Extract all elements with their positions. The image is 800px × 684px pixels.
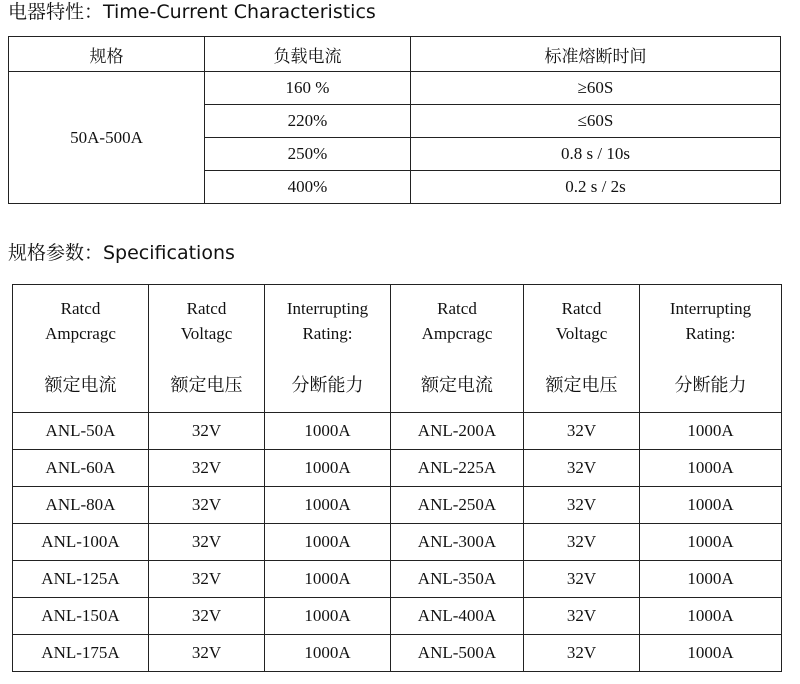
header-line: Rating:: [685, 323, 736, 343]
header-rated-voltage: [149, 285, 265, 357]
header-breaking-capacity-zh: 分断能力: [640, 356, 782, 413]
header-row-chinese: [13, 356, 782, 413]
rating-cell: 1000A: [265, 450, 391, 487]
header-line: Ratcd: [561, 298, 602, 318]
header-rated-current-zh: 额定电流: [391, 356, 524, 413]
load-current-cell: 400%: [205, 171, 411, 204]
load-current-cell: 250%: [205, 138, 411, 171]
rating-cell: 1000A: [640, 524, 782, 561]
fuse-time-cell: 0.2 s / 2s: [411, 171, 781, 204]
rating-cell: 1000A: [640, 598, 782, 635]
header-line: Rating:: [302, 323, 353, 343]
fuse-time-cell: ≤60S: [411, 105, 781, 138]
model-cell: ANL-100A: [13, 524, 149, 561]
header-row-english: [13, 285, 782, 357]
table-row: [13, 635, 782, 672]
voltage-cell: 32V: [149, 450, 265, 487]
rating-cell: 1000A: [265, 413, 391, 450]
voltage-cell: 32V: [149, 524, 265, 561]
rating-cell: 1000A: [265, 561, 391, 598]
rating-cell: 1000A: [265, 487, 391, 524]
voltage-cell: 32V: [524, 635, 640, 672]
voltage-cell: 32V: [149, 635, 265, 672]
header-line: Ampcragc: [45, 323, 116, 343]
voltage-cell: 32V: [524, 524, 640, 561]
model-cell: ANL-350A: [391, 561, 524, 598]
header-interrupting-rating: [640, 285, 782, 357]
header-rated-voltage-zh: 额定电压: [149, 356, 265, 413]
column-header-load-current: 负载电流: [205, 37, 411, 72]
model-cell: ANL-60A: [13, 450, 149, 487]
table-row: [13, 487, 782, 524]
voltage-cell: 32V: [524, 561, 640, 598]
model-cell: ANL-225A: [391, 450, 524, 487]
table-row: [13, 413, 782, 450]
header-interrupting-rating: [265, 285, 391, 357]
voltage-cell: 32V: [524, 413, 640, 450]
fuse-time-cell: ≥60S: [411, 72, 781, 105]
rating-cell: 1000A: [265, 598, 391, 635]
model-cell: ANL-200A: [391, 413, 524, 450]
header-rated-amperage: [13, 285, 149, 357]
column-header-spec: 规格: [9, 37, 205, 72]
header-line: Interrupting: [286, 298, 369, 318]
header-rated-amperage: [391, 285, 524, 357]
rating-cell: 1000A: [640, 413, 782, 450]
rating-cell: 1000A: [640, 635, 782, 672]
header-rated-voltage: [524, 285, 640, 357]
voltage-cell: 32V: [524, 487, 640, 524]
model-cell: ANL-80A: [13, 487, 149, 524]
header-line: Ratcd: [437, 298, 477, 318]
model-cell: ANL-300A: [391, 524, 524, 561]
model-cell: ANL-250A: [391, 487, 524, 524]
table-row: [13, 450, 782, 487]
fuse-time-cell: 0.8 s / 10s: [411, 138, 781, 171]
time-current-table: [8, 36, 781, 204]
model-cell: ANL-400A: [391, 598, 524, 635]
voltage-cell: 32V: [149, 598, 265, 635]
rating-cell: 1000A: [265, 524, 391, 561]
rating-cell: 1000A: [640, 450, 782, 487]
load-current-cell: 160 %: [205, 72, 411, 105]
voltage-cell: 32V: [149, 561, 265, 598]
column-header-fuse-time: 标准熔断时间: [411, 37, 781, 72]
header-breaking-capacity-zh: 分断能力: [265, 356, 391, 413]
header-line: Voltagc: [180, 323, 233, 343]
rating-cell: 1000A: [640, 561, 782, 598]
header-rated-current-zh: 额定电流: [13, 356, 149, 413]
load-current-cell: 220%: [205, 105, 411, 138]
model-cell: ANL-500A: [391, 635, 524, 672]
specifications-heading: 规格参数：Specifications: [8, 242, 235, 264]
table-header-row: [9, 37, 781, 72]
model-cell: ANL-150A: [13, 598, 149, 635]
table-row: [13, 598, 782, 635]
header-line: Ratcd: [60, 298, 101, 318]
model-cell: ANL-50A: [13, 413, 149, 450]
time-current-heading: 电器特性：Time-Current Characteristics: [8, 1, 376, 23]
table-row: [13, 524, 782, 561]
model-cell: ANL-175A: [13, 635, 149, 672]
header-line: Ampcragc: [421, 323, 493, 343]
rating-cell: 1000A: [640, 487, 782, 524]
table-row: [9, 72, 781, 105]
header-line: Interrupting: [669, 298, 752, 318]
table-row: [13, 561, 782, 598]
header-line: Ratcd: [186, 298, 227, 318]
voltage-cell: 32V: [149, 413, 265, 450]
voltage-cell: 32V: [149, 487, 265, 524]
specifications-table: [12, 284, 782, 672]
model-cell: ANL-125A: [13, 561, 149, 598]
voltage-cell: 32V: [524, 598, 640, 635]
voltage-cell: 32V: [524, 450, 640, 487]
header-line: Voltagc: [555, 323, 608, 343]
header-rated-voltage-zh: 额定电压: [524, 356, 640, 413]
spec-range-cell: 50A-500A: [9, 72, 205, 204]
rating-cell: 1000A: [265, 635, 391, 672]
specifications-body: [13, 413, 782, 672]
